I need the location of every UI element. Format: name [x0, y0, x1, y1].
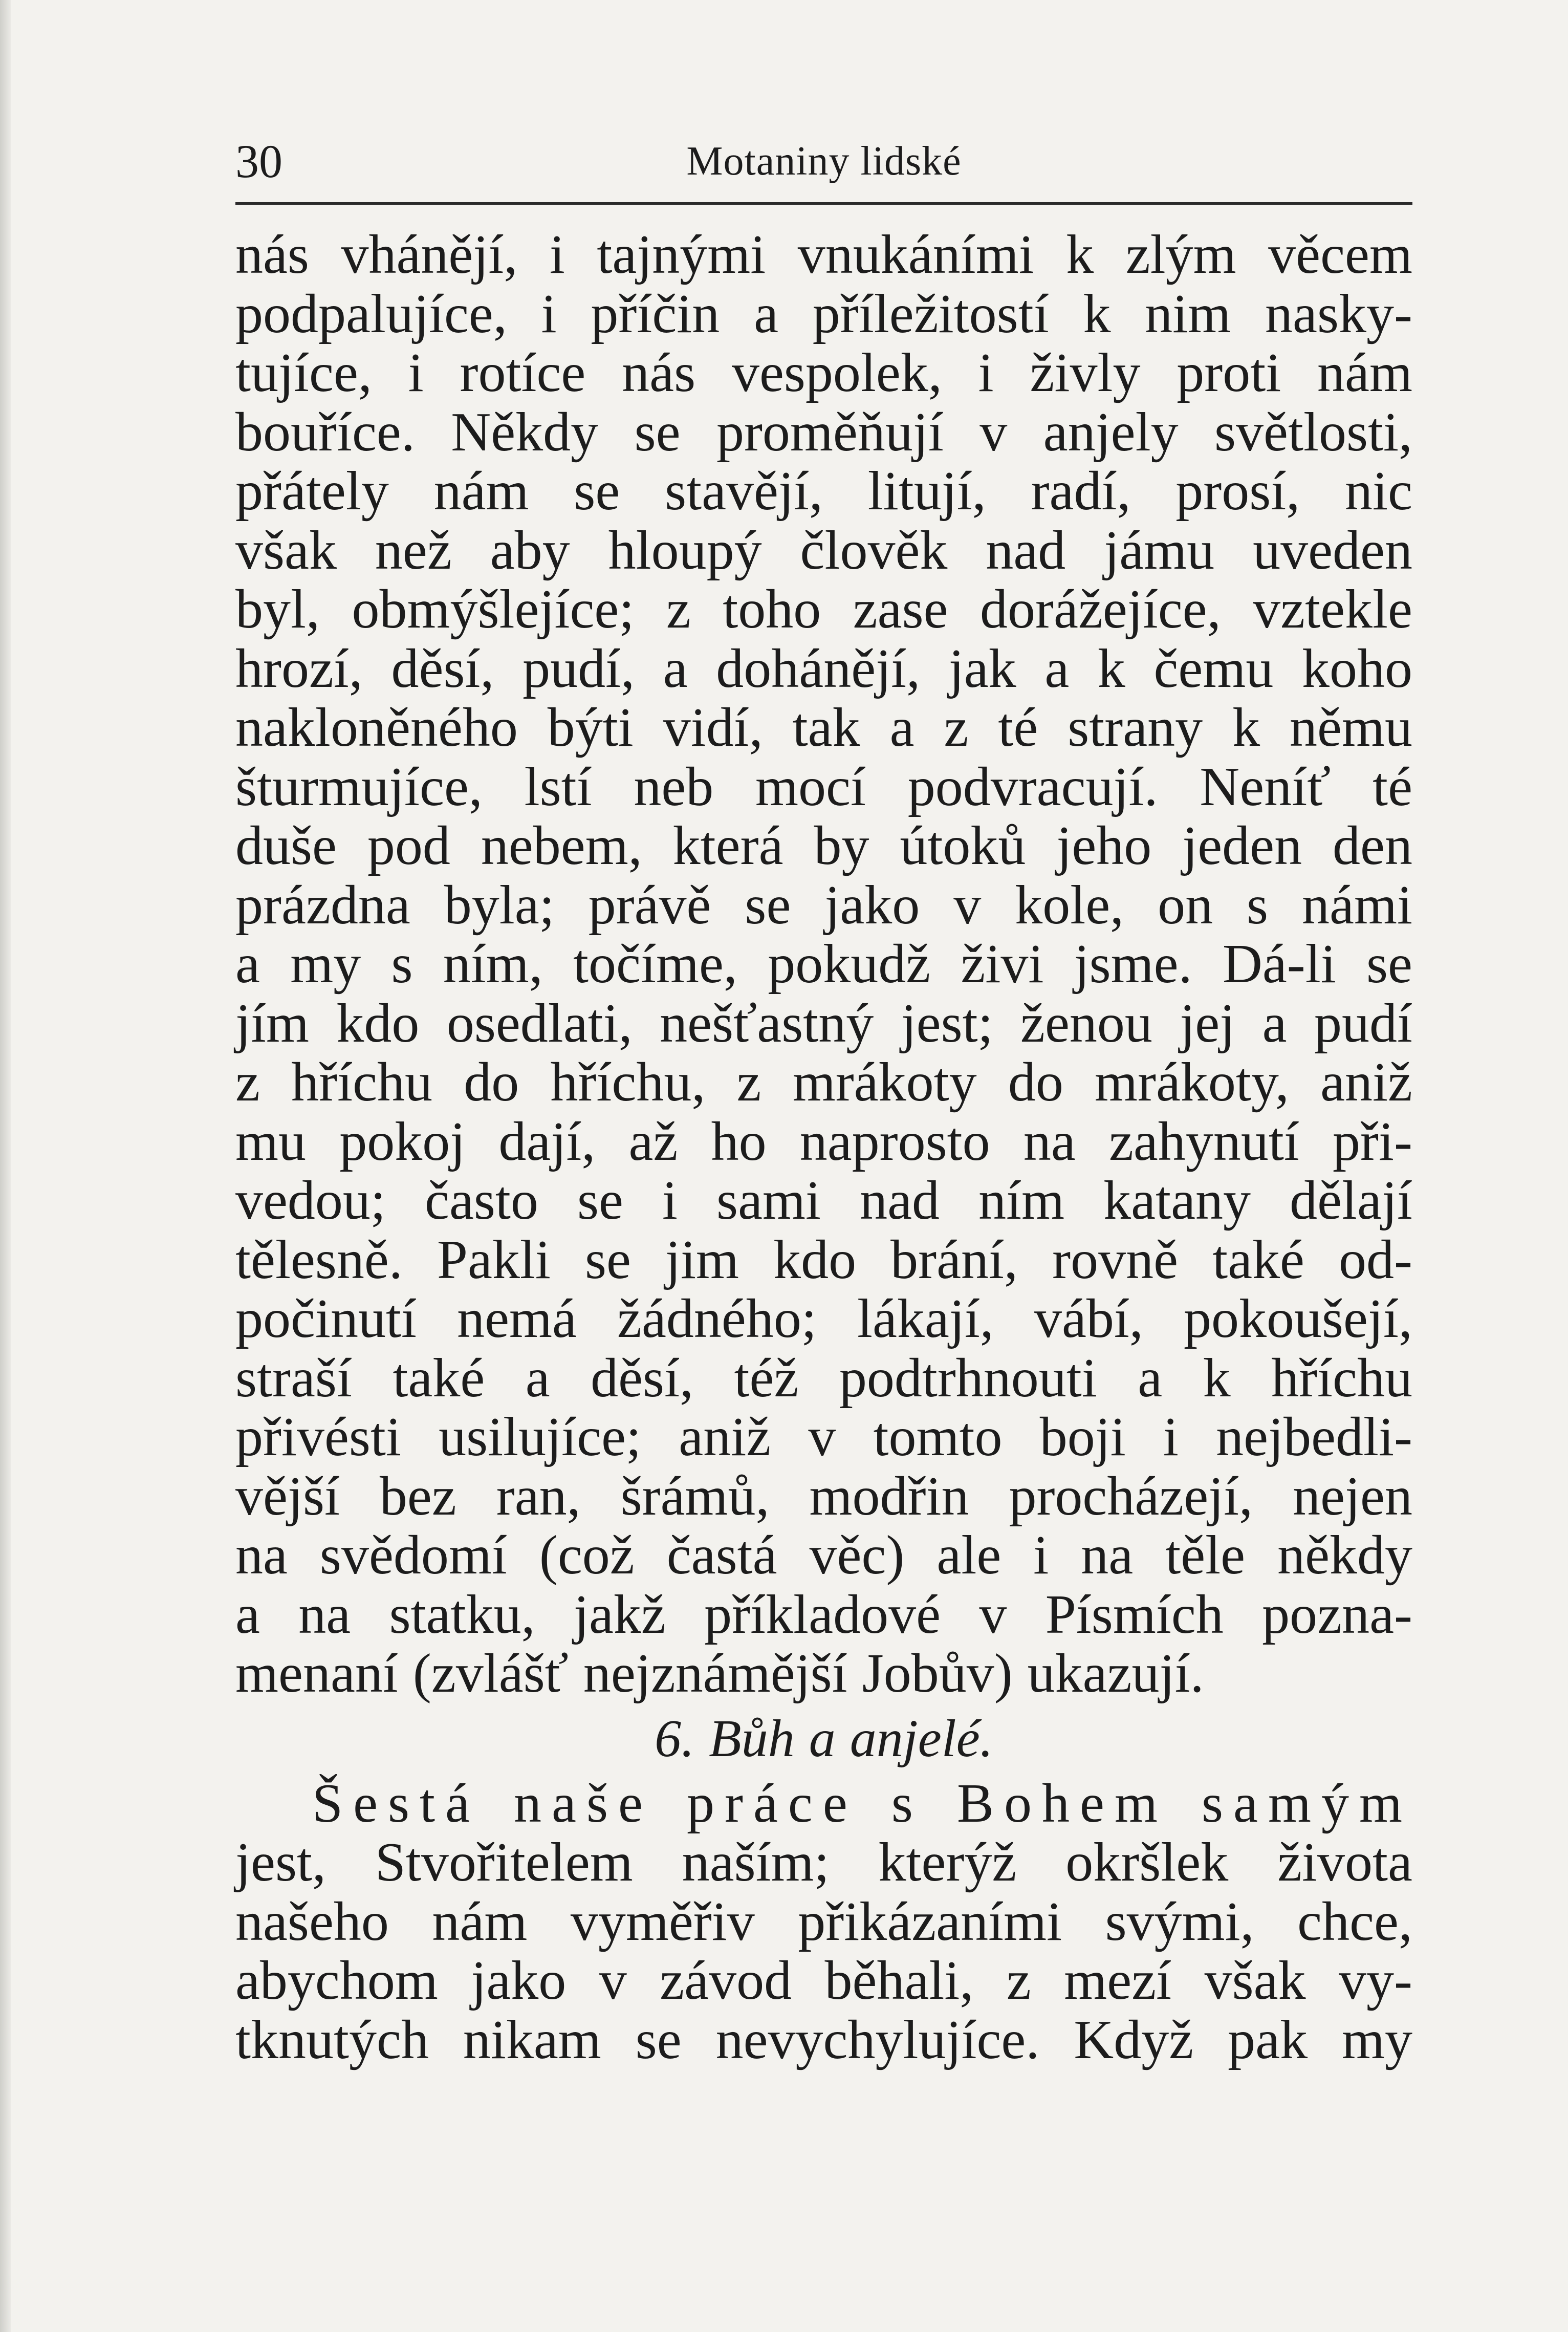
text-line: na svědomí (což častá věc) ale i na těle někdy: [235, 1525, 1412, 1586]
text-line: mu pokoj dají, až ho naprosto na zahynutí při-: [235, 1111, 1412, 1172]
text-line: jím kdo osedlati, nešťastný jest; ženou jej a pudí: [235, 992, 1412, 1054]
text-line: a my s ním, točíme, pokudž živi jsme. Dá-li se: [235, 934, 1412, 995]
text-line: tujíce, i rotíce nás vespolek, i živly proti nám: [235, 342, 1412, 403]
text-line: našeho nám vyměřiv přikázaními svými, chce,: [235, 1891, 1412, 1952]
section-heading: [235, 1703, 1412, 1774]
section-title: Bůh a anjelé.: [709, 1709, 993, 1768]
text-line: straší také a děsí, též podtrhnouti a k hříchu: [235, 1347, 1412, 1409]
text-line-spaced: Šestá naše práce s Bohem samým: [312, 1773, 1412, 1834]
page-left-edge: [0, 0, 11, 2332]
text-line: přivésti usilujíce; aniž v tomto boji i nejbedli-: [235, 1407, 1412, 1467]
text-line: a na statku, jakž příkladové v Písmích pozna-: [235, 1584, 1412, 1645]
section-number: 6.: [655, 1709, 695, 1768]
text-line: vější bez ran, šrámů, modřin procházejí, nejen: [235, 1465, 1412, 1527]
text-line: však než aby hloupý člověk nad jámu uveden: [235, 520, 1412, 581]
text-line: z hříchu do hříchu, z mrákoty do mrákoty, aniž: [235, 1052, 1412, 1113]
text-line: duše pod nebem, která by útoků jeho jeden den: [235, 815, 1412, 876]
text-line: podpalujíce, i příčin a příležitostí k nim nasky-: [235, 283, 1412, 344]
text-line: tělesně. Pakli se jim kdo brání, rovně také od-: [235, 1229, 1412, 1290]
text-line: nakloněného býti vidí, tak a z té strany k němu: [235, 697, 1412, 758]
text-line: nás vhánějí, i tajnými vnukáními k zlým věcem: [235, 224, 1412, 285]
text-line: byl, obmýšlejíce; z toho zase dorážejíce, vztekle: [235, 579, 1412, 640]
text-line: šturmujíce, lstí neb mocí podvracují. Neníť té: [235, 756, 1412, 817]
text-line: počinutí nemá žádného; lákají, vábí, pokoušejí,: [235, 1288, 1412, 1349]
text-line: jest, Stvořitelem naším; kterýž okršlek života: [235, 1832, 1412, 1893]
page-header: [235, 131, 1412, 192]
text-line: přátely nám se stavějí, litují, radí, prosí, nic: [235, 461, 1412, 522]
running-title: Motaniny lidské: [686, 139, 962, 184]
text-line: abychom jako v závod běhali, z mezí však vy-: [235, 1950, 1412, 2011]
text-line: bouříce. Někdy se proměňují v anjely světlosti,: [235, 401, 1412, 463]
text-line: menaní (zvlášť nejznámější Jobův) ukazují.: [235, 1643, 1204, 1704]
text-line: hrozí, děsí, pudí, a dohánějí, jak a k čemu koho: [235, 638, 1412, 699]
page-number: 30: [235, 135, 282, 187]
body-text: [235, 225, 1412, 2069]
header-rule: [235, 202, 1412, 205]
text-line: vedou; často se i sami nad ním katany dělají: [235, 1170, 1412, 1231]
text-line: tknutých nikam se nevychylujíce. Když pak my: [235, 2009, 1412, 2070]
text-line: prázdna byla; právě se jako v kole, on s námi: [235, 874, 1412, 936]
